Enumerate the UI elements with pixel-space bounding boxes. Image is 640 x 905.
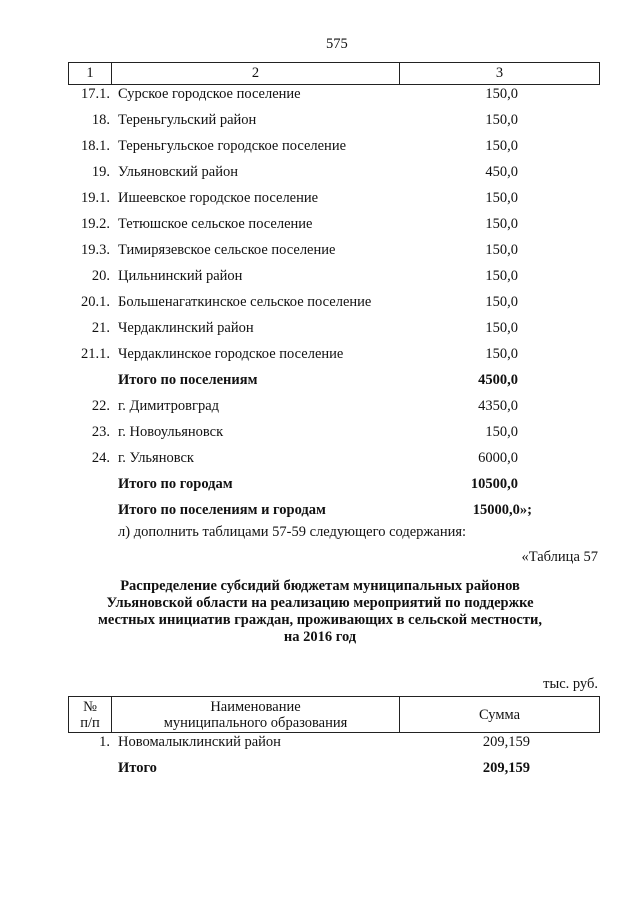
row-value: 150,0 xyxy=(485,216,518,232)
row-value: 150,0 xyxy=(485,268,518,284)
row-number: 24. xyxy=(91,450,110,466)
row-value: 150,0 xyxy=(485,320,518,336)
num-label: № xyxy=(83,698,97,715)
row-name: Итого по поселениям xyxy=(118,372,258,388)
row-value: 209,159 xyxy=(482,734,530,750)
table-row xyxy=(68,112,598,132)
row-name: Большенагаткинское сельское поселение xyxy=(118,294,372,310)
row-name: Ишеевское городское поселение xyxy=(118,190,319,206)
table-row xyxy=(68,294,598,314)
table2-header xyxy=(68,696,600,733)
table-row xyxy=(68,86,598,106)
row-value: 150,0 xyxy=(485,242,518,258)
row-value: 150,0 xyxy=(485,112,518,128)
row-number: 20.1. xyxy=(81,294,110,310)
row-value: 15000,0»; xyxy=(472,502,532,518)
total-value: 209,159 xyxy=(482,760,530,776)
row-name: Итого по поселениям и городам xyxy=(118,502,326,518)
table-row xyxy=(68,424,598,444)
title-line: Распределение субсидий бюджетам муниципальных районов xyxy=(120,578,520,594)
row-value: 150,0 xyxy=(485,138,518,154)
table-row xyxy=(68,164,598,184)
units-label: тыс. руб. xyxy=(543,676,598,692)
total-row xyxy=(68,760,598,780)
table1-header xyxy=(68,62,600,85)
col-header-2: 2 xyxy=(112,63,400,84)
col-header-1: 1 xyxy=(69,63,112,84)
row-name: Тимирязевское сельское поселение xyxy=(118,242,336,258)
row-name: Тереньгульское городское поселение xyxy=(118,138,347,154)
num-label: п/п xyxy=(80,714,100,731)
total-row xyxy=(68,372,598,392)
total-row xyxy=(68,502,598,522)
row-value: 4500,0 xyxy=(478,372,518,388)
row-name: Новомалыклинский район xyxy=(118,734,281,750)
row-number: 19.1. xyxy=(81,190,110,206)
table-row xyxy=(68,346,598,366)
row-number: 19. xyxy=(91,164,110,180)
col-header-num xyxy=(69,697,112,732)
row-name: Сурское городское поселение xyxy=(118,86,301,102)
table-label: «Таблица 57 xyxy=(521,549,598,565)
row-number: 20. xyxy=(91,268,110,284)
row-name: г. Ульяновск xyxy=(118,450,194,466)
table-row xyxy=(68,398,598,418)
table-row xyxy=(68,268,598,288)
row-name: г. Димитровград xyxy=(118,398,220,414)
table-row xyxy=(68,320,598,340)
row-value: 4350,0 xyxy=(478,398,518,414)
col-header-3: 3 xyxy=(495,65,504,81)
row-value: 150,0 xyxy=(485,294,518,310)
row-value: 150,0 xyxy=(485,86,518,102)
table-row xyxy=(68,216,598,236)
table-row xyxy=(68,190,598,210)
row-number: 23. xyxy=(91,424,110,440)
row-number: 1. xyxy=(99,734,110,750)
paragraph: л) дополнить таблицами 57-59 следующего содержания: xyxy=(118,524,467,540)
name-label: Наименование xyxy=(210,698,301,715)
row-value: 450,0 xyxy=(485,164,518,180)
title-line: Ульяновской области на реализацию мероприятий по поддержке xyxy=(106,595,534,611)
row-number: 22. xyxy=(91,398,110,414)
col-header-sum: Сумма xyxy=(478,706,521,723)
row-value: 150,0 xyxy=(485,190,518,206)
row-number: 19.2. xyxy=(81,216,110,232)
row-name: Тереньгульский район xyxy=(118,112,257,128)
table-row xyxy=(68,734,598,754)
row-number: 19.3. xyxy=(81,242,110,258)
name-label: муниципального образования xyxy=(163,714,348,731)
table-title xyxy=(0,578,640,646)
row-number: 17.1. xyxy=(81,86,110,102)
row-name: Цильнинский район xyxy=(118,268,243,284)
title-line: на 2016 год xyxy=(283,629,357,645)
row-name: Тетюшское сельское поселение xyxy=(118,216,313,232)
row-name: Ульяновский район xyxy=(118,164,239,180)
row-value: 6000,0 xyxy=(478,450,518,466)
row-number: 18. xyxy=(91,112,110,128)
col-header-name xyxy=(112,697,400,732)
table-row xyxy=(68,450,598,470)
title-line: местных инициатив граждан, проживающих в сельской местности, xyxy=(98,612,542,628)
row-number: 21.1. xyxy=(81,346,110,362)
row-name: г. Новоульяновск xyxy=(118,424,224,440)
page-number: 575 xyxy=(326,36,348,52)
row-number: 21. xyxy=(91,320,110,336)
row-name: Чердаклинский район xyxy=(118,320,254,336)
row-value: 150,0 xyxy=(485,424,518,440)
row-number: 18.1. xyxy=(81,138,110,154)
row-name: Итого по городам xyxy=(118,476,233,492)
table-row xyxy=(68,242,598,262)
total-label: Итого xyxy=(118,760,157,776)
table-row xyxy=(68,138,598,158)
total-row xyxy=(68,476,598,496)
row-value: 150,0 xyxy=(485,346,518,362)
row-value: 10500,0 xyxy=(470,476,518,492)
row-name: Чердаклинское городское поселение xyxy=(118,346,344,362)
